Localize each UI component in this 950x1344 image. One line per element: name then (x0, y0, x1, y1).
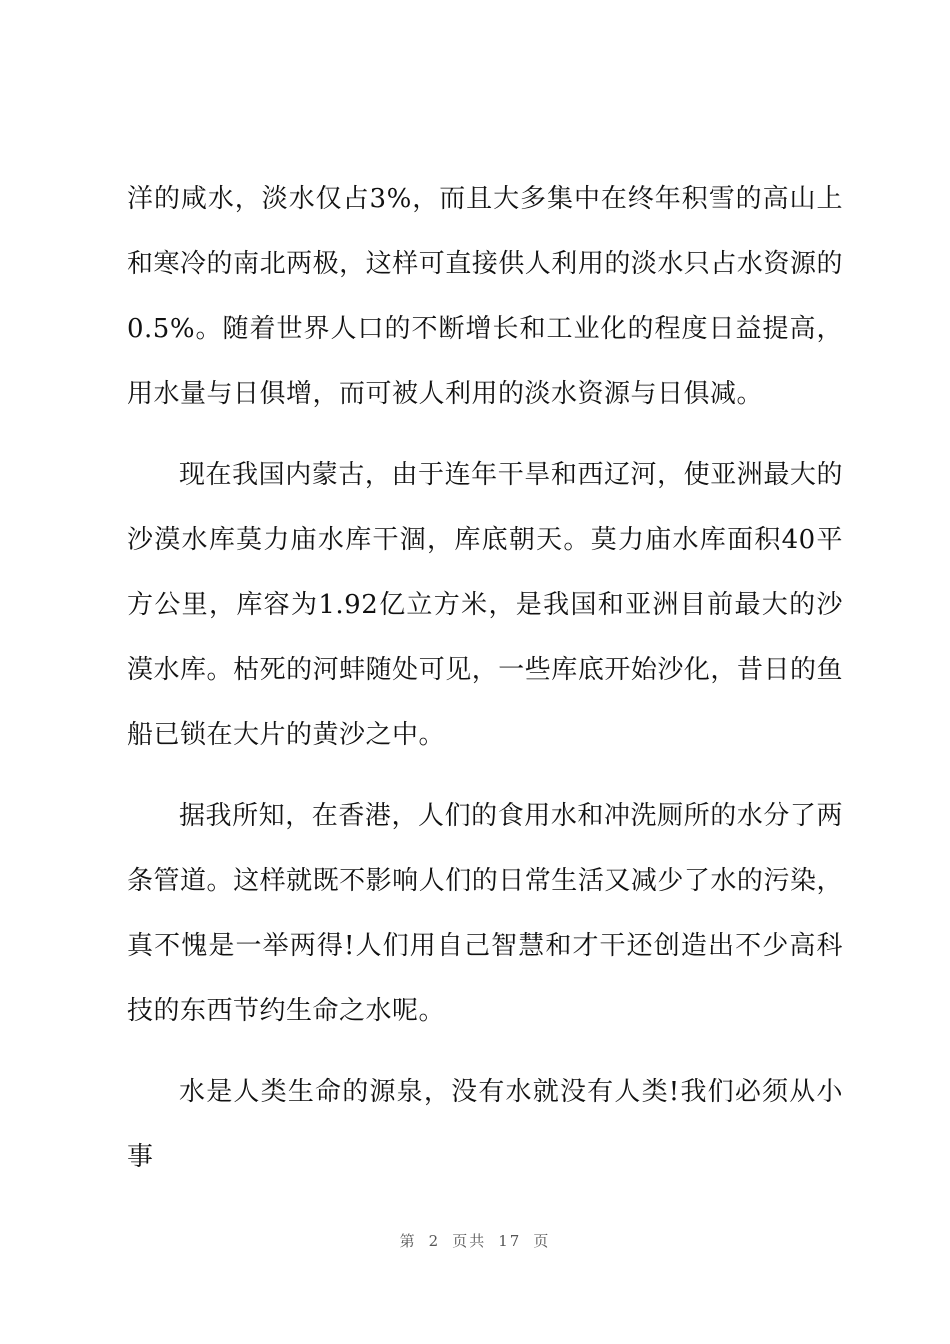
current-page-number: 2 (428, 1232, 441, 1250)
document-body (127, 167, 843, 1206)
paragraph: 据我所知，在香港，人们的食用水和冲洗厕所的水分了两条管道。这样就既不影响人们的日常生活又减少了水的污染，真不愧是一举两得!人们用自己智慧和才干还创造出不少高科技的东西节约生命之水呢。 (127, 801, 843, 1026)
footer-prefix: 第 (399, 1232, 417, 1250)
footer-suffix: 页 (533, 1232, 551, 1250)
page-footer (0, 1230, 950, 1251)
total-page-count: 17 (498, 1232, 522, 1250)
footer-middle: 页共 (452, 1232, 487, 1250)
paragraph: 洋的咸水，淡水仅占3%，而且大多集中在终年积雪的高山上和寒冷的南北两极，这样可直接供人利用的淡水只占水资源的0.5%。随着世界人口的不断增长和工业化的程度日益提高，用水量与日俱增，而可被人利用的淡水资源与日俱减。 (127, 184, 843, 409)
paragraph: 水是人类生命的源泉，没有水就没有人类!我们必须从小事 (127, 1077, 843, 1172)
paragraph: 现在我国内蒙古，由于连年干旱和西辽河，使亚洲最大的沙漠水库莫力庙水库干涸，库底朝天。莫力庙水库面积40平方公里，库容为1.92亿立方米，是我国和亚洲目前最大的沙漠水库。枯死的河蚌随处可见，一些库底开始沙化，昔日的鱼船已锁在大片的黄沙之中。 (127, 460, 843, 750)
